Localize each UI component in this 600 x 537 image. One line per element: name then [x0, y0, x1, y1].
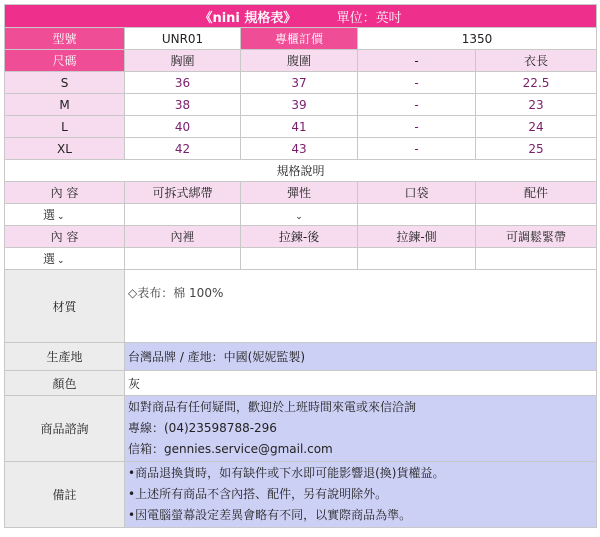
title-row — [5, 5, 597, 28]
spec-header-elasticity: 彈性 — [241, 182, 358, 204]
unit-label: 單位：英吋 — [336, 10, 402, 26]
remark-line: •上述所有商品不含內搭、配件，另有說明除外。 — [128, 487, 388, 501]
inquiry-row — [5, 396, 597, 462]
spec-select-2-adjustable-band — [476, 248, 597, 270]
extra-cell: - — [358, 94, 476, 116]
spec-title-row — [5, 160, 597, 182]
material-text: ◇表布：棉 100% — [128, 286, 224, 300]
spec-select-2-back-zipper — [241, 248, 358, 270]
spec-select-1-label: 選 — [43, 208, 56, 222]
origin-label: 生產地 — [5, 343, 125, 371]
spec-header-lining: 內裡 — [125, 226, 241, 248]
spec-select-1-accessory — [476, 204, 597, 226]
spec-select-1-pocket — [358, 204, 476, 226]
spec-select-1[interactable] — [5, 204, 125, 226]
color-label: 顏色 — [5, 371, 125, 396]
size-header-waist: 腹圍 — [241, 50, 358, 72]
origin-value: 台灣品牌 / 產地：中國(妮妮監製) — [125, 343, 597, 371]
inquiry-label: 商品諮詢 — [5, 396, 125, 462]
chest-cell: 42 — [125, 138, 241, 160]
size-header-size: 尺碼 — [5, 50, 125, 72]
material-row — [5, 270, 597, 343]
size-cell: M — [5, 94, 125, 116]
length-cell: 22.5 — [476, 72, 597, 94]
model-value: UNR01 — [125, 28, 241, 50]
chevron-down-icon: ⌄ — [57, 212, 65, 222]
waist-cell: 43 — [241, 138, 358, 160]
waist-cell: 41 — [241, 116, 358, 138]
spec-title: 規格說明 — [5, 160, 597, 182]
spec-select-2-label: 選 — [43, 252, 56, 266]
spec-sheet — [4, 4, 596, 528]
origin-row — [5, 343, 597, 371]
spec-select-row-2 — [5, 248, 597, 270]
size-row — [5, 72, 597, 94]
spec-header-content-2: 內 容 — [5, 226, 125, 248]
extra-cell: - — [358, 116, 476, 138]
spec-table — [4, 4, 597, 528]
spec-select-2-side-zipper — [358, 248, 476, 270]
chest-cell: 36 — [125, 72, 241, 94]
material-label: 材質 — [5, 270, 125, 343]
spec-header-pocket: 口袋 — [358, 182, 476, 204]
sheet-title-name: 《nini 規格表》 — [199, 10, 297, 26]
spec-header-back-zipper: 拉鍊-後 — [241, 226, 358, 248]
chest-cell: 40 — [125, 116, 241, 138]
size-cell: L — [5, 116, 125, 138]
length-cell: 23 — [476, 94, 597, 116]
spec-select-row-1 — [5, 204, 597, 226]
price-value: 1350 — [358, 28, 597, 50]
size-row — [5, 94, 597, 116]
remarks-value — [125, 462, 597, 528]
spec-header-detachable-strap: 可拆式綁帶 — [125, 182, 241, 204]
inquiry-phone: 專線：(04)23598788-296 — [128, 421, 277, 435]
spec-header-adjustable-band: 可調鬆緊帶 — [476, 226, 597, 248]
size-cell: XL — [5, 138, 125, 160]
chest-cell: 38 — [125, 94, 241, 116]
waist-cell: 37 — [241, 72, 358, 94]
waist-cell: 39 — [241, 94, 358, 116]
sheet-title — [5, 5, 597, 28]
size-header-extra: - — [358, 50, 476, 72]
length-cell: 24 — [476, 116, 597, 138]
spec-header-content: 內 容 — [5, 182, 125, 204]
spec-select-1-elasticity[interactable] — [241, 204, 358, 226]
spec-select-2[interactable] — [5, 248, 125, 270]
price-label: 專櫃訂價 — [241, 28, 358, 50]
color-value: 灰 — [125, 371, 597, 396]
chevron-down-icon: ⌄ — [295, 211, 303, 222]
inquiry-value — [125, 396, 597, 462]
color-row — [5, 371, 597, 396]
remarks-label: 備註 — [5, 462, 125, 528]
inquiry-line: 如對商品有任何疑問，歡迎於上班時間來電或來信洽詢 — [128, 400, 417, 414]
spec-header-side-zipper: 拉鍊-側 — [358, 226, 476, 248]
spec-select-2-lining — [125, 248, 241, 270]
size-header-length: 衣長 — [476, 50, 597, 72]
model-row — [5, 28, 597, 50]
spec-header-row-2 — [5, 226, 597, 248]
size-header-row — [5, 50, 597, 72]
material-value — [125, 270, 597, 343]
model-label: 型號 — [5, 28, 125, 50]
remarks-row — [5, 462, 597, 528]
spec-header-accessory: 配件 — [476, 182, 597, 204]
size-row — [5, 116, 597, 138]
size-header-chest: 胸圍 — [125, 50, 241, 72]
spec-select-1-strap — [125, 204, 241, 226]
extra-cell: - — [358, 138, 476, 160]
size-cell: S — [5, 72, 125, 94]
spec-header-row-1 — [5, 182, 597, 204]
size-row — [5, 138, 597, 160]
extra-cell: - — [358, 72, 476, 94]
length-cell: 25 — [476, 138, 597, 160]
inquiry-email: 信箱：gennies.service@gmail.com — [128, 442, 333, 456]
remark-line: •因電腦螢幕設定差異會略有不同，以實際商品為準。 — [128, 508, 412, 522]
chevron-down-icon: ⌄ — [57, 256, 65, 266]
remark-line: •商品退換貨時，如有缺件或下水即可能影響退(換)貨權益。 — [128, 466, 445, 480]
